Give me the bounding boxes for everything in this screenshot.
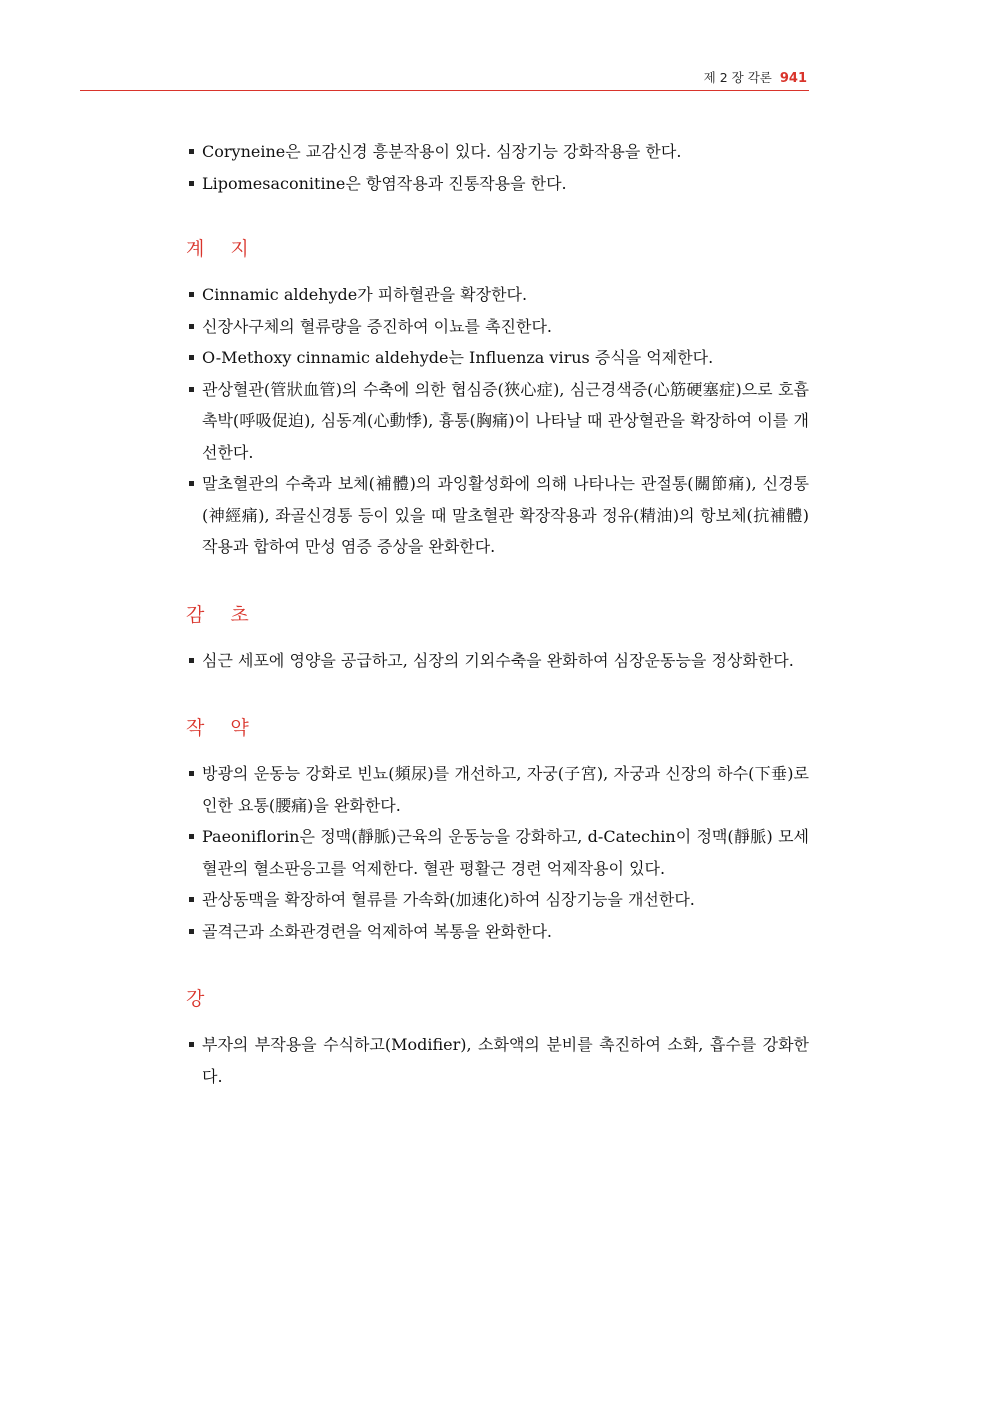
section-list-gyeji xyxy=(186,279,809,563)
bullet-icon xyxy=(189,897,194,902)
bullet-icon xyxy=(189,292,194,297)
bullet-icon xyxy=(189,181,194,186)
bullet-icon xyxy=(189,355,194,360)
bullet-icon xyxy=(189,149,194,154)
section-list-jakyak xyxy=(186,758,809,947)
list-item: Lipomesaconitine은 항염작용과 진통작용을 한다. xyxy=(186,168,809,200)
bullet-icon xyxy=(189,481,194,486)
list-item: Coryneine은 교감신경 흥분작용이 있다. 심장기능 강화작용을 한다. xyxy=(186,136,809,168)
list-item: 골격근과 소화관경련을 억제하여 복통을 완화한다. xyxy=(186,916,809,948)
list-item: O-Methoxy cinnamic aldehyde는 Influenza virus 증식을 억제한다. xyxy=(186,342,809,374)
bullet-icon xyxy=(189,658,194,663)
list-item: 신장사구체의 혈류량을 증진하여 이뇨를 촉진한다. xyxy=(186,311,809,343)
list-item: 말초혈관의 수축과 보체(補體)의 과잉활성화에 의해 나타나는 관절통(關節痛), 신경통(神經痛), 좌골신경통 등이 있을 때 말초혈관 확장작용과 정유(精油)의 항보체(抗補體)작용과 합하여 만성 염증 증상을 완화한다. xyxy=(186,468,809,563)
intro-list xyxy=(186,136,809,199)
list-item: Paeoniflorin은 정맥(靜脈)근육의 운동능을 강화하고, d-Catechin이 정맥(靜脈) 모세혈관의 혈소판응고를 억제한다. 혈관 평활근 경련 억제작용이 있다. xyxy=(186,821,809,884)
running-head xyxy=(704,68,807,86)
section-list-gamcho xyxy=(186,645,809,677)
list-item: Cinnamic aldehyde가 피하혈관을 확장한다. xyxy=(186,279,809,311)
list-item: 부자의 부작용을 수식하고(Modifier), 소화액의 분비를 촉진하여 소화, 흡수를 강화한다. xyxy=(186,1029,809,1092)
bullet-icon xyxy=(189,929,194,934)
list-item: 관상혈관(管狀血管)의 수축에 의한 협심증(狹心症), 심근경색증(心筋硬塞症)으로 호흡촉박(呼吸促迫), 심동계(心動悸), 흉통(胸痛)이 나타날 때 관상혈관을 확장하여 이를 개선한다. xyxy=(186,374,809,469)
chapter-title: 제 2 장 각론 xyxy=(703,70,772,85)
section-list-gang xyxy=(186,1029,809,1092)
section-title-gamcho: 감 초 xyxy=(186,603,259,626)
page-body xyxy=(186,136,809,1092)
list-item: 관상동맥을 확장하여 혈류를 가속화(加速化)하여 심장기능을 개선한다. xyxy=(186,884,809,916)
section-title-gang: 강 xyxy=(186,988,215,1010)
section-title-jakyak: 작 약 xyxy=(186,717,259,739)
page-header xyxy=(80,64,809,91)
list-item: 방광의 운동능 강화로 빈뇨(頻尿)를 개선하고, 자궁(子宮), 자궁과 신장의 하수(下垂)로 인한 요통(腰痛)을 완화한다. xyxy=(186,758,809,821)
bullet-icon xyxy=(189,387,194,392)
bullet-icon xyxy=(189,771,194,776)
bullet-icon xyxy=(189,1042,194,1047)
bullet-icon xyxy=(189,324,194,329)
bullet-icon xyxy=(189,834,194,839)
page-number: 941 xyxy=(779,71,807,86)
section-title-gyeji: 계 지 xyxy=(186,238,259,260)
list-item: 심근 세포에 영양을 공급하고, 심장의 기외수축을 완화하여 심장운동능을 정상화한다. xyxy=(186,645,809,677)
